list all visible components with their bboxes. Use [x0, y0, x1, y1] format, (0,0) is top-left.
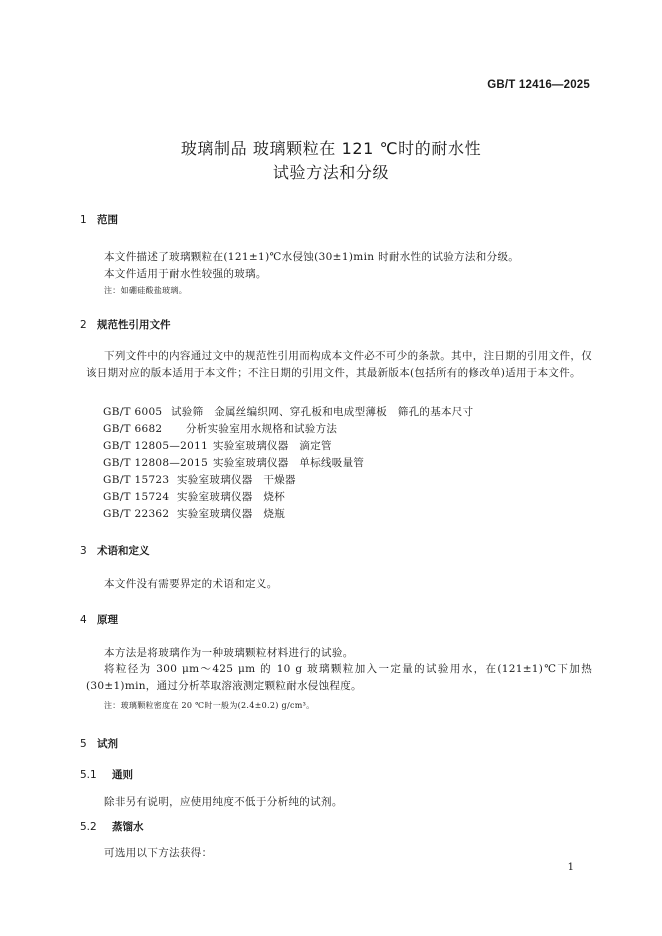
paragraph: 本文件适用于耐水性较强的玻璃。 — [104, 268, 267, 280]
section-number: 5 — [80, 738, 87, 750]
reference-code: GB/T 6682 — [103, 423, 163, 435]
paragraph: 本方法是将玻璃作为一种玻璃颗粒材料进行的试验。 — [104, 647, 354, 659]
reference-item — [103, 506, 285, 521]
note: 注：玻璃颗粒密度在 20 ℃时一般为(2.4±0.2) g/cm³。 — [104, 701, 315, 710]
section-title: 术语和定义 — [97, 545, 150, 557]
section-1-heading — [80, 212, 118, 227]
document-title-line1: 玻璃制品 玻璃颗粒在 121 ℃时的耐水性 — [180, 139, 482, 158]
reference-title: 试验筛 金属丝编织网、穿孔板和电成型薄板 筛孔的基本尺寸 — [171, 406, 474, 418]
paragraph: 下列文件中的内容通过文中的规范性引用而构成本文件必不可少的条款。其中，注日期的引用文件，仅该日期对应的版本适用于本文件；不注日期的引用文件，其最新版本(包括所有的修改单)适用于本文件。 — [86, 350, 592, 379]
reference-item — [103, 421, 337, 436]
reference-title: 实验室玻璃仪器 干燥器 — [177, 474, 296, 486]
reference-code: GB/T 6005 — [103, 406, 163, 418]
section-title: 范围 — [97, 214, 118, 226]
reference-code: GB/T 12808—2015 — [103, 457, 209, 469]
subsection-title: 通则 — [112, 769, 133, 781]
reference-item — [103, 472, 296, 487]
paragraph: 可选用以下方法获得： — [104, 847, 213, 859]
note: 注：如硼硅酸盐玻璃。 — [104, 286, 187, 295]
reference-code: GB/T 15723 — [103, 474, 170, 486]
section-5-heading — [80, 736, 118, 751]
reference-code: GB/T 15724 — [103, 491, 170, 503]
section-number: 1 — [80, 214, 87, 226]
reference-item — [103, 404, 473, 419]
reference-item — [103, 489, 285, 504]
section-3-heading — [80, 543, 150, 558]
reference-code: GB/T 22362 — [103, 508, 170, 520]
reference-title: 实验室玻璃仪器 滴定管 — [213, 440, 332, 452]
page-number: 1 — [567, 862, 574, 873]
section-title: 试剂 — [97, 738, 118, 750]
section-2-heading — [80, 317, 171, 332]
subsection-5-2-heading — [80, 819, 144, 834]
reference-item — [103, 438, 332, 453]
subsection-title: 蒸馏水 — [112, 821, 144, 833]
reference-code: GB/T 12805—2011 — [103, 440, 209, 452]
reference-item — [103, 455, 364, 470]
paragraph: 除非另有说明，应使用纯度不低于分析纯的试剂。 — [104, 796, 343, 808]
section-title: 原理 — [97, 614, 118, 626]
section-4-heading — [80, 612, 118, 627]
reference-title: 实验室玻璃仪器 烧瓶 — [177, 508, 285, 520]
subsection-number: 5.2 — [80, 821, 97, 833]
reference-title: 实验室玻璃仪器 烧杯 — [177, 491, 285, 503]
paragraph: 将粒径为 300 μm～425 μm 的 10 g 玻璃颗粒加入一定量的试验用水，在(121±1)℃下加热(30±1)min，通过分析萃取溶液测定颗粒耐水侵蚀程度。 — [86, 663, 592, 692]
section-number: 3 — [80, 545, 87, 557]
section-number: 2 — [80, 319, 87, 331]
section-number: 4 — [80, 614, 87, 626]
paragraph: 本文件没有需要界定的术语和定义。 — [104, 578, 278, 590]
paragraph: 本文件描述了玻璃颗粒在(121±1)℃水侵蚀(30±1)min 时耐水性的试验方法和分级。 — [104, 251, 520, 263]
section-title: 规范性引用文件 — [97, 319, 171, 331]
document-title-line2: 试验方法和分级 — [272, 163, 390, 182]
standard-number: GB/T 12416—2025 — [487, 79, 590, 91]
reference-title: 分析实验室用水规格和试验方法 — [186, 423, 338, 435]
subsection-number: 5.1 — [80, 769, 97, 781]
reference-title: 实验室玻璃仪器 单标线吸量管 — [213, 457, 365, 469]
subsection-5-1-heading — [80, 767, 133, 782]
